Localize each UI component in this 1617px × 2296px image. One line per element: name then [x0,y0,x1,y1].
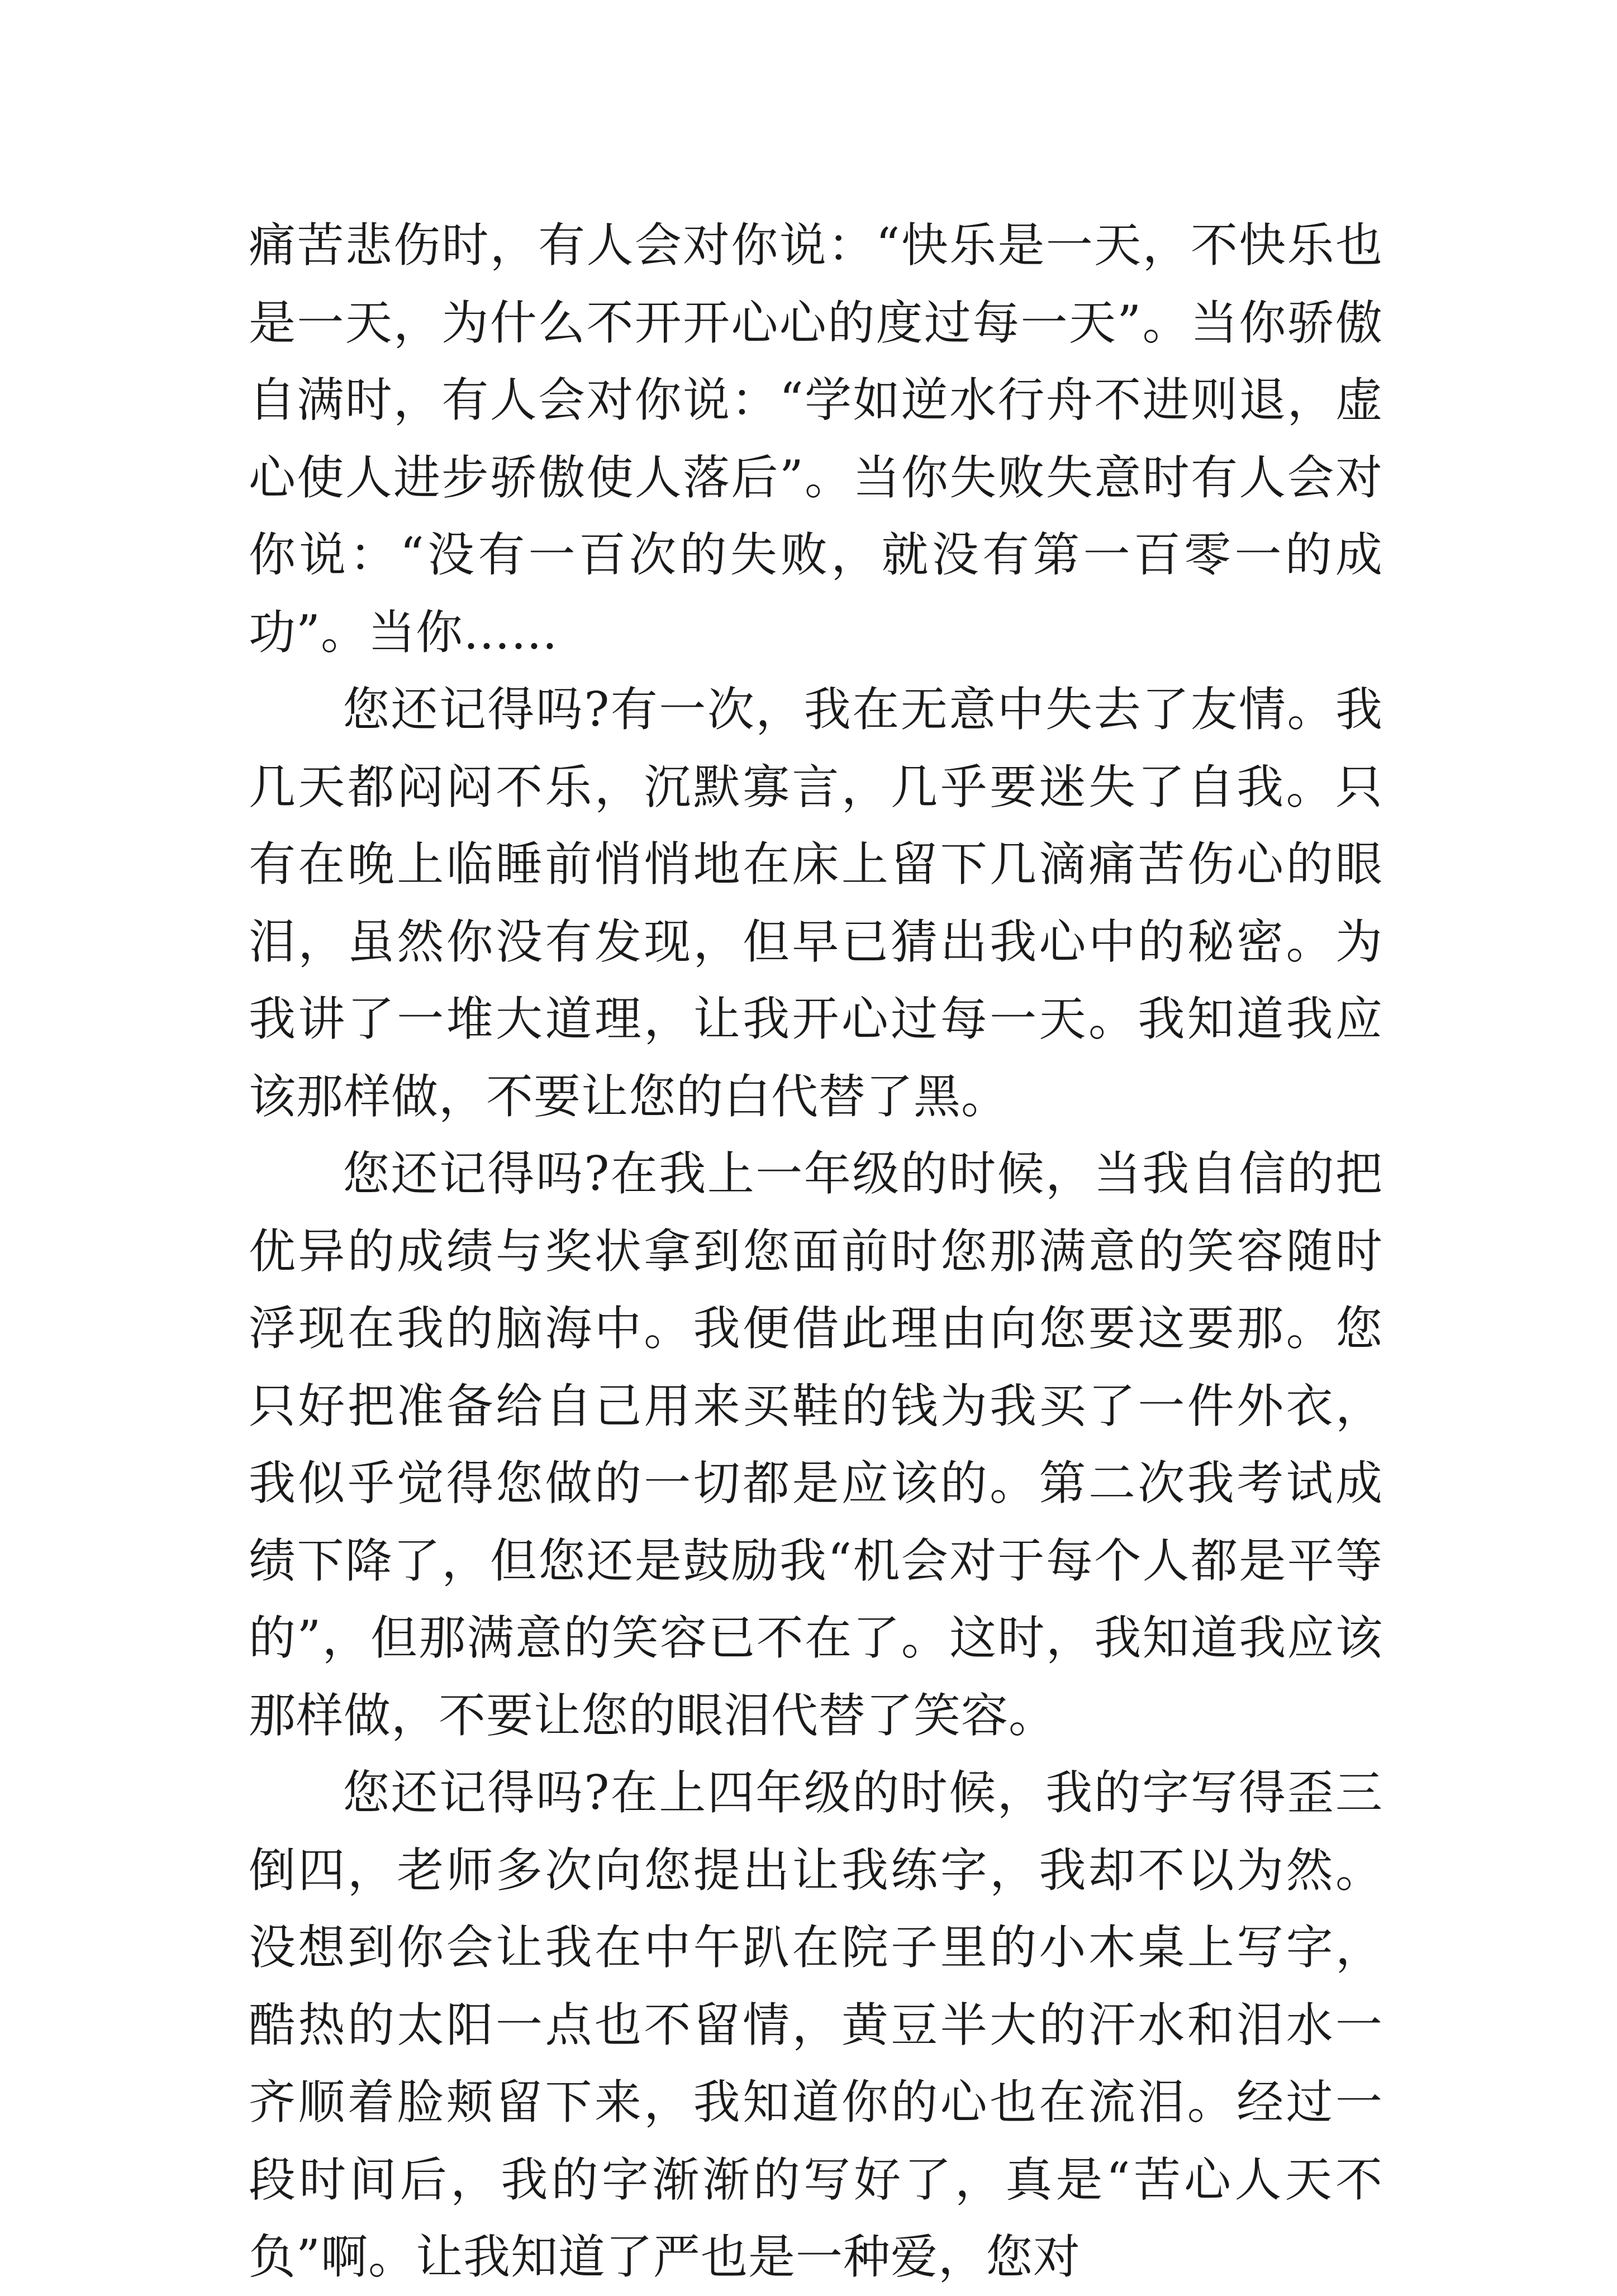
paragraph-4: 您还记得吗?在上四年级的时候，我的字写得歪三倒四，老师多次向您提出让我练字，我却不以为然。没想到你会让我在中午趴在院子里的小木桌上写字，酷热的太阳一点也不留情，黄豆半大的汗水和泪水一齐顺着脸颊留下来，我知道你的心也在流泪。经过一段时间后，我的字渐渐的写好了，真是“苦心人天不负”啊。让我知道了严也是一种爱，您对 [249,1765,1383,2284]
document-body [249,207,1383,2296]
paragraph-2: 您还记得吗?有一次，我在无意中失去了友情。我几天都闷闷不乐，沉默寡言，几乎要迷失了自我。只有在晚上临睡前悄悄地在床上留下几滴痛苦伤心的眼泪，虽然你没有发现，但早已猜出我心中的秘密。为我讲了一堆大道理，让我开心过每一天。我知道我应该那样做，不要让您的白代替了黑。 [249,682,1383,1124]
paragraph-3: 您还记得吗?在我上一年级的时候，当我自信的把优异的成绩与奖状拿到您面前时您那满意的笑容随时浮现在我的脑海中。我便借此理由向您要这要那。您只好把准备给自己用来买鞋的钱为我买了一件外衣，我似乎觉得您做的一切都是应该的。第二次我考试成绩下降了，但您还是鼓励我“机会对于每个人都是平等的”，但那满意的笑容已不在了。这时，我知道我应该那样做，不要让您的眼泪代替了笑容。 [249,1146,1383,1743]
paragraph-1: 痛苦悲伤时，有人会对你说：“快乐是一天，不快乐也是一天，为什么不开开心心的度过每一天”。当你骄傲自满时，有人会对你说：“学如逆水行舟不进则退，虚心使人进步骄傲使人落后”。当你失败失意时有人会对你说：“没有一百次的失败，就没有第一百零一的成功”。当你…… [249,218,1383,660]
